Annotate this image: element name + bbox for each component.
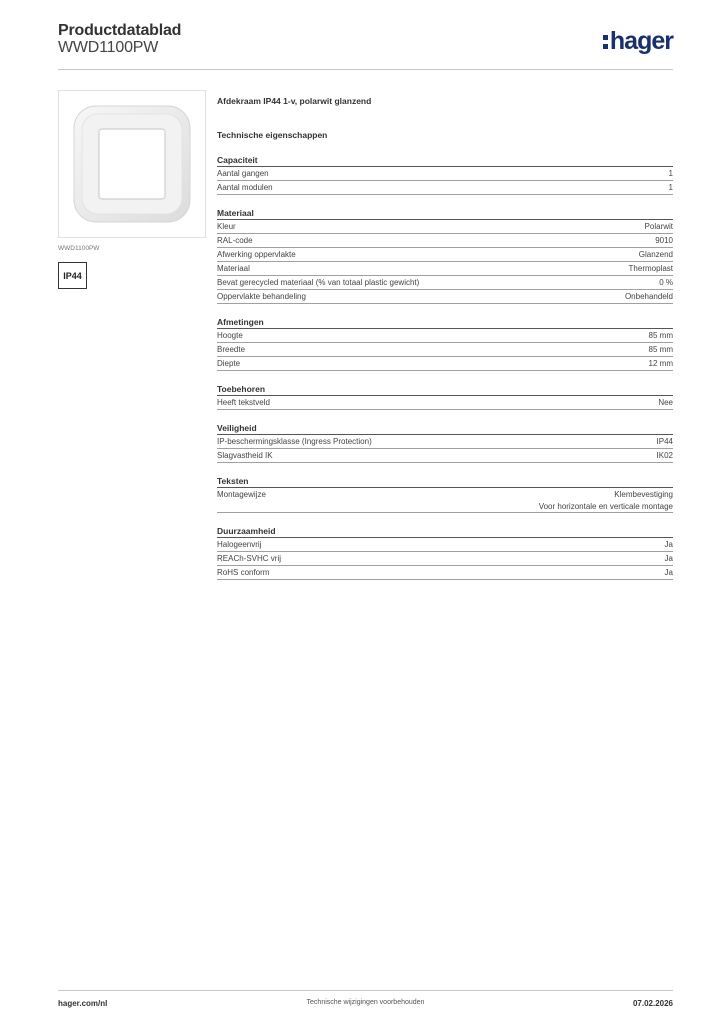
- spec-label: Halogeenvrij: [217, 540, 262, 549]
- spec-value-line: Nee: [658, 398, 673, 407]
- spec-row: [217, 181, 673, 195]
- footer-date: 07.02.2026: [632, 999, 673, 1008]
- spec-value: [655, 235, 673, 247]
- spec-row: [217, 435, 673, 449]
- spec-row: [217, 488, 673, 513]
- spec-label: REACh-SVHC vrij: [217, 554, 282, 563]
- spec-label: Oppervlakte behandeling: [217, 292, 306, 301]
- spec-section: [217, 207, 673, 304]
- spec-row: [217, 396, 673, 410]
- spec-section-title: Afmetingen: [217, 316, 673, 329]
- document-title: Productdatablad: [58, 22, 182, 39]
- spec-label: Kleur: [217, 222, 236, 231]
- footer-notice: Technische wijzigingen voorbehouden: [306, 999, 425, 1006]
- spec-value-line: Polarwit: [644, 222, 673, 231]
- product-image-caption: WWD1100PW: [58, 245, 100, 252]
- spec-value-line: IK02: [656, 451, 673, 460]
- spec-sections: [217, 154, 673, 580]
- spec-label: Montagewijze: [217, 490, 266, 499]
- spec-row: [217, 566, 673, 580]
- spec-value: [539, 489, 673, 512]
- page-footer: [58, 990, 673, 1011]
- spec-value-line: Glanzend: [638, 250, 673, 259]
- spec-row: [217, 167, 673, 181]
- spec-section: [217, 475, 673, 513]
- spec-value: [658, 397, 673, 409]
- spec-value: [649, 330, 673, 342]
- spec-section: [217, 525, 673, 580]
- spec-value-line: 0 %: [659, 278, 673, 287]
- footer-website: hager.com/nl: [58, 999, 108, 1008]
- spec-label: Bevat gerecycled materiaal (% van totaal plastic gewicht): [217, 278, 420, 287]
- technical-properties-heading: Technische eigenschappen: [217, 130, 328, 140]
- spec-value-line: 1: [668, 183, 673, 192]
- spec-value-line: Ja: [664, 540, 673, 549]
- spec-row: [217, 220, 673, 234]
- spec-value-line: 85 mm: [648, 345, 673, 354]
- spec-label: Breedte: [217, 345, 246, 354]
- spec-label: RAL-code: [217, 236, 253, 245]
- spec-content: [217, 96, 673, 580]
- spec-section: [217, 383, 673, 410]
- cover-frame-product-image: [72, 104, 192, 224]
- spec-label: Slagvastheid IK: [217, 451, 273, 460]
- spec-value-line: 12 mm: [648, 359, 673, 368]
- spec-label: Diepte: [217, 359, 241, 368]
- spec-value-line: Thermoplast: [628, 264, 673, 273]
- spec-label: Aantal modulen: [217, 183, 273, 192]
- spec-value-line: Onbehandeld: [624, 292, 673, 301]
- spec-row: [217, 357, 673, 371]
- hager-logo: [603, 27, 673, 56]
- spec-value-line: 85 mm: [648, 331, 673, 340]
- spec-label: Heeft tekstveld: [217, 398, 270, 407]
- spec-value: [625, 291, 673, 303]
- spec-value-line: IP44: [656, 437, 673, 446]
- spec-value: [665, 567, 673, 579]
- spec-label: Hoogte: [217, 331, 243, 340]
- spec-value: [665, 539, 673, 551]
- spec-value: [639, 249, 673, 261]
- spec-row: [217, 538, 673, 552]
- page-header: [58, 22, 673, 70]
- spec-value: [669, 182, 673, 194]
- ip-rating-badge: IP44: [58, 262, 87, 289]
- spec-label: Afwerking oppervlakte: [217, 250, 296, 259]
- spec-section-title: Duurzaamheid: [217, 525, 673, 538]
- spec-value: [657, 450, 673, 462]
- spec-value-line: Ja: [664, 554, 673, 563]
- spec-value: [669, 168, 673, 180]
- spec-section-title: Toebehoren: [217, 383, 673, 396]
- spec-value-line: Klembevestiging: [614, 490, 673, 499]
- spec-value: [659, 277, 673, 289]
- spec-section-title: Capaciteit: [217, 154, 673, 167]
- spec-value: [657, 436, 673, 448]
- spec-row: [217, 449, 673, 463]
- spec-value-line: Ja: [664, 568, 673, 577]
- spec-value: [645, 221, 673, 233]
- spec-section: [217, 154, 673, 195]
- spec-value: [665, 553, 673, 565]
- spec-row: [217, 552, 673, 566]
- spec-row: [217, 262, 673, 276]
- spec-section: [217, 316, 673, 371]
- spec-value-line: 9010: [655, 236, 673, 245]
- spec-row: [217, 343, 673, 357]
- spec-label: IP-beschermingsklasse (Ingress Protection): [217, 437, 372, 446]
- spec-section-title: Teksten: [217, 475, 673, 488]
- hager-colon-logo-icon: [603, 35, 608, 49]
- spec-row: [217, 290, 673, 304]
- spec-value: [649, 344, 673, 356]
- logo-text: hager: [609, 27, 673, 55]
- spec-value: [629, 263, 673, 275]
- spec-label: Aantal gangen: [217, 169, 269, 178]
- spec-section: [217, 422, 673, 463]
- spec-row: [217, 276, 673, 290]
- spec-row: [217, 329, 673, 343]
- spec-label: Materiaal: [217, 264, 250, 273]
- spec-label: RoHS conform: [217, 568, 270, 577]
- spec-row: [217, 248, 673, 262]
- spec-section-title: Veiligheid: [217, 422, 673, 435]
- spec-section-title: Materiaal: [217, 207, 673, 220]
- spec-row: [217, 234, 673, 248]
- spec-value-line: Voor horizontale en verticale montage: [538, 501, 673, 511]
- product-image: [58, 90, 206, 238]
- product-description: Afdekraam IP44 1-v, polarwit glanzend: [217, 96, 372, 106]
- document-subtitle: WWD1100PW: [58, 39, 159, 56]
- spec-value-line: 1: [668, 169, 673, 178]
- spec-value: [649, 358, 673, 370]
